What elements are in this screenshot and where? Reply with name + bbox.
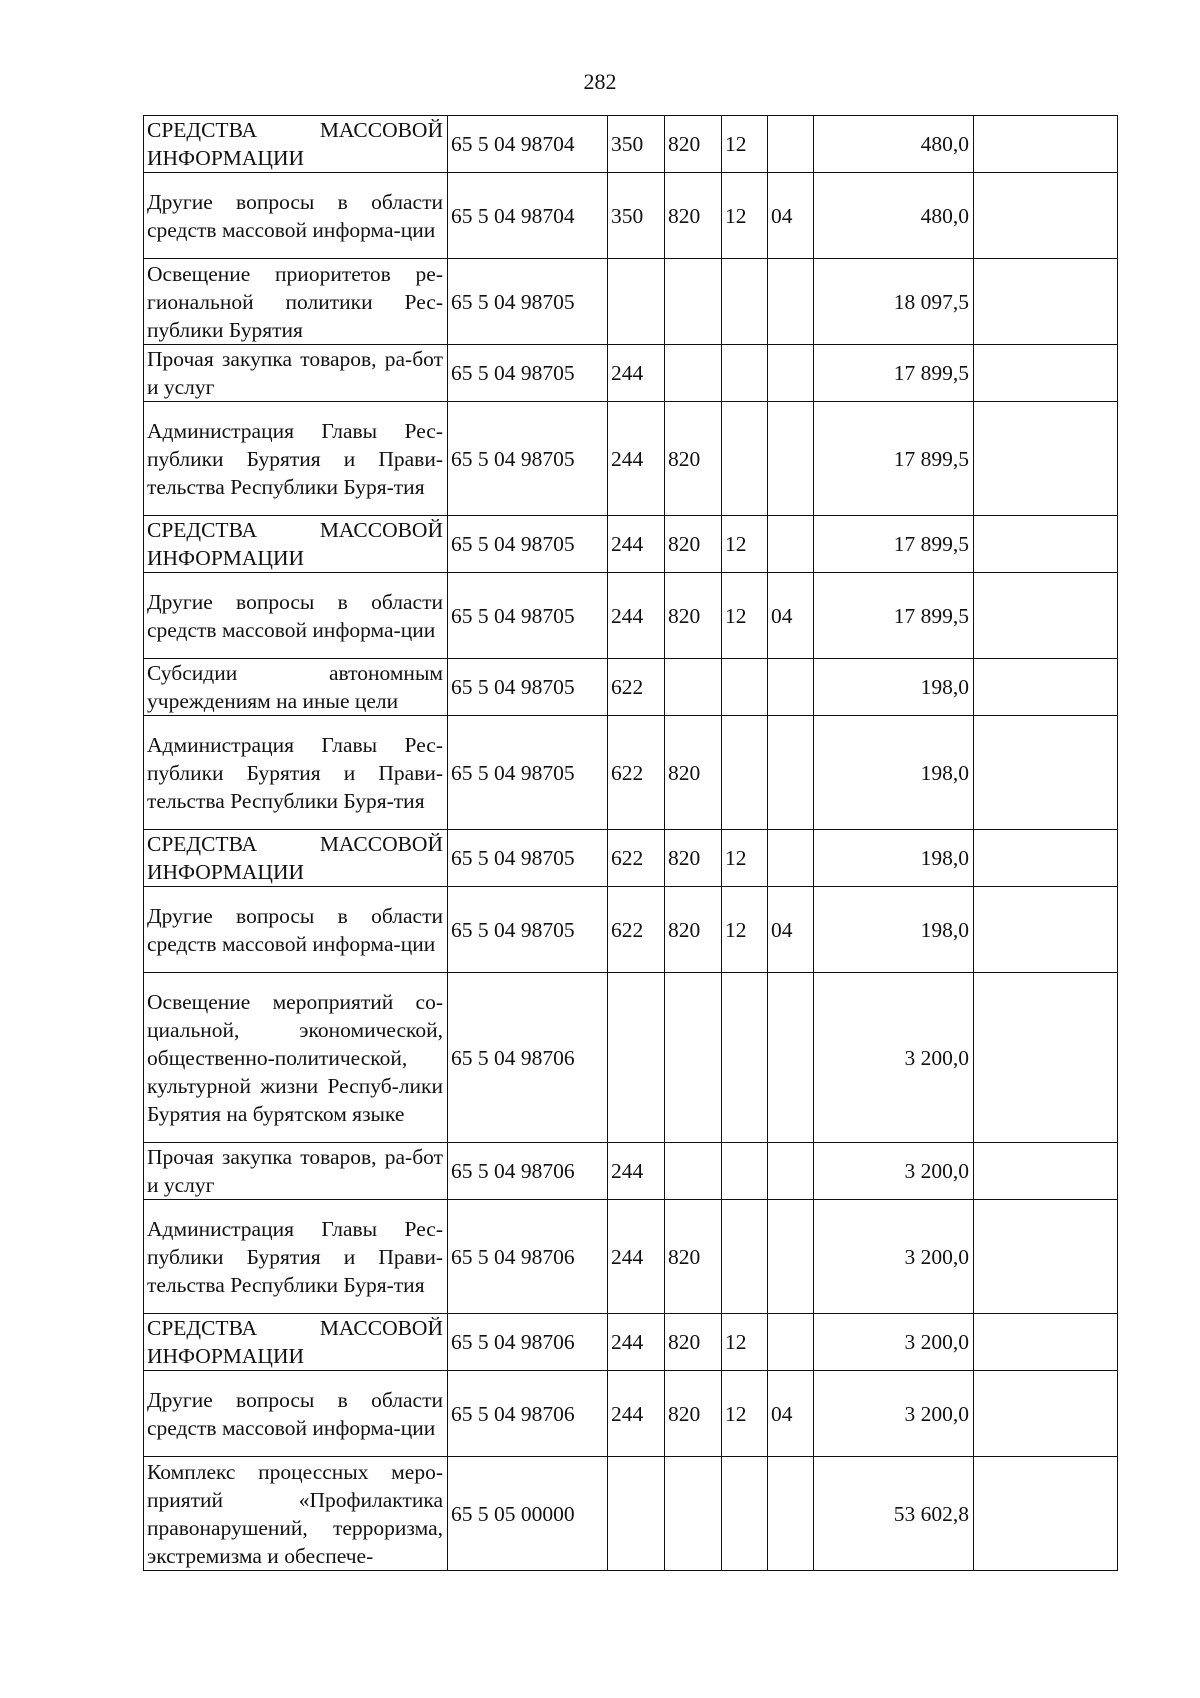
row-expense-type — [608, 1457, 665, 1571]
row-grbs — [665, 1457, 722, 1571]
row-target-code: 65 5 04 98705 — [448, 573, 608, 659]
row-grbs: 820 — [665, 887, 722, 973]
row-target-code: 65 5 04 98705 — [448, 259, 608, 345]
row-amount: 198,0 — [814, 659, 974, 716]
row-section — [722, 345, 768, 402]
table-row — [144, 716, 1118, 830]
row-empty-cell — [974, 1371, 1118, 1457]
row-amount: 17 899,5 — [814, 402, 974, 516]
row-amount: 3 200,0 — [814, 1371, 974, 1457]
row-name: СРЕДСТВА МАССОВОЙ ИНФОРМАЦИИ — [144, 1314, 448, 1371]
row-section: 12 — [722, 1314, 768, 1371]
row-target-code: 65 5 04 98706 — [448, 1143, 608, 1200]
row-section — [722, 259, 768, 345]
row-grbs — [665, 659, 722, 716]
row-section — [722, 1200, 768, 1314]
row-expense-type: 622 — [608, 830, 665, 887]
table-row — [144, 830, 1118, 887]
row-subsection: 04 — [768, 887, 814, 973]
row-section: 12 — [722, 887, 768, 973]
row-empty-cell — [974, 573, 1118, 659]
row-subsection — [768, 1314, 814, 1371]
row-expense-type: 244 — [608, 345, 665, 402]
row-grbs: 820 — [665, 1200, 722, 1314]
row-empty-cell — [974, 259, 1118, 345]
row-empty-cell — [974, 345, 1118, 402]
row-name: СРЕДСТВА МАССОВОЙ ИНФОРМАЦИИ — [144, 830, 448, 887]
row-target-code: 65 5 05 00000 — [448, 1457, 608, 1571]
row-expense-type: 622 — [608, 716, 665, 830]
row-section: 12 — [722, 516, 768, 573]
row-target-code: 65 5 04 98705 — [448, 402, 608, 516]
row-subsection — [768, 1457, 814, 1571]
row-subsection — [768, 345, 814, 402]
table-row — [144, 887, 1118, 973]
row-grbs: 820 — [665, 1314, 722, 1371]
row-grbs: 820 — [665, 830, 722, 887]
row-amount: 3 200,0 — [814, 1314, 974, 1371]
row-empty-cell — [974, 173, 1118, 259]
row-amount: 17 899,5 — [814, 345, 974, 402]
row-name: Администрация Главы Рес-публики Бурятия и Прави-тельства Республики Буря-тия — [144, 716, 448, 830]
row-target-code: 65 5 04 98705 — [448, 830, 608, 887]
table-row — [144, 259, 1118, 345]
row-grbs: 820 — [665, 116, 722, 173]
row-subsection — [768, 116, 814, 173]
row-empty-cell — [974, 402, 1118, 516]
table-row — [144, 1371, 1118, 1457]
row-empty-cell — [974, 830, 1118, 887]
row-target-code: 65 5 04 98705 — [448, 887, 608, 973]
row-subsection — [768, 402, 814, 516]
table-row — [144, 973, 1118, 1143]
row-name: Другие вопросы в области средств массовой информа-ции — [144, 173, 448, 259]
row-grbs: 820 — [665, 516, 722, 573]
row-section — [722, 1143, 768, 1200]
table-row — [144, 659, 1118, 716]
table-row — [144, 173, 1118, 259]
row-empty-cell — [974, 887, 1118, 973]
page-number: 282 — [583, 69, 617, 94]
row-grbs: 820 — [665, 573, 722, 659]
row-grbs: 820 — [665, 716, 722, 830]
row-section: 12 — [722, 173, 768, 259]
row-section: 12 — [722, 573, 768, 659]
row-section — [722, 973, 768, 1143]
row-expense-type: 244 — [608, 1314, 665, 1371]
row-empty-cell — [974, 116, 1118, 173]
row-amount: 17 899,5 — [814, 516, 974, 573]
row-empty-cell — [974, 1143, 1118, 1200]
row-expense-type: 244 — [608, 1143, 665, 1200]
row-expense-type — [608, 259, 665, 345]
row-grbs: 820 — [665, 1371, 722, 1457]
row-amount: 198,0 — [814, 887, 974, 973]
row-empty-cell — [974, 1457, 1118, 1571]
row-amount: 17 899,5 — [814, 573, 974, 659]
table-row — [144, 402, 1118, 516]
row-expense-type — [608, 973, 665, 1143]
row-empty-cell — [974, 659, 1118, 716]
row-subsection — [768, 1143, 814, 1200]
row-section — [722, 402, 768, 516]
table-row — [144, 345, 1118, 402]
row-amount: 198,0 — [814, 716, 974, 830]
row-name: Субсидии автономным учреждениям на иные цели — [144, 659, 448, 716]
row-name: Администрация Главы Рес-публики Бурятия и Прави-тельства Республики Буря-тия — [144, 402, 448, 516]
row-name: СРЕДСТВА МАССОВОЙ ИНФОРМАЦИИ — [144, 516, 448, 573]
row-target-code: 65 5 04 98706 — [448, 1200, 608, 1314]
row-section — [722, 659, 768, 716]
row-expense-type: 244 — [608, 516, 665, 573]
row-amount: 3 200,0 — [814, 1200, 974, 1314]
row-target-code: 65 5 04 98706 — [448, 1314, 608, 1371]
row-name: Прочая закупка товаров, ра-бот и услуг — [144, 345, 448, 402]
row-name: Прочая закупка товаров, ра-бот и услуг — [144, 1143, 448, 1200]
budget-table — [143, 115, 1118, 1571]
row-empty-cell — [974, 1314, 1118, 1371]
row-section: 12 — [722, 116, 768, 173]
row-name: Освещение приоритетов ре-гиональной политики Рес-публики Бурятия — [144, 259, 448, 345]
budget-table-body — [144, 116, 1118, 1571]
row-grbs — [665, 259, 722, 345]
row-target-code: 65 5 04 98704 — [448, 116, 608, 173]
row-amount: 3 200,0 — [814, 973, 974, 1143]
row-expense-type: 244 — [608, 402, 665, 516]
row-name: Другие вопросы в области средств массовой информа-ции — [144, 1371, 448, 1457]
row-amount: 18 097,5 — [814, 259, 974, 345]
table-row — [144, 1143, 1118, 1200]
row-section: 12 — [722, 1371, 768, 1457]
row-empty-cell — [974, 716, 1118, 830]
row-subsection — [768, 259, 814, 345]
row-subsection: 04 — [768, 173, 814, 259]
row-subsection: 04 — [768, 1371, 814, 1457]
row-subsection — [768, 716, 814, 830]
row-amount: 480,0 — [814, 173, 974, 259]
row-target-code: 65 5 04 98705 — [448, 716, 608, 830]
row-section — [722, 716, 768, 830]
row-grbs: 820 — [665, 173, 722, 259]
row-amount: 480,0 — [814, 116, 974, 173]
row-grbs — [665, 345, 722, 402]
row-expense-type: 622 — [608, 887, 665, 973]
row-target-code: 65 5 04 98704 — [448, 173, 608, 259]
row-subsection: 04 — [768, 573, 814, 659]
row-grbs — [665, 973, 722, 1143]
row-expense-type: 244 — [608, 1371, 665, 1457]
row-section: 12 — [722, 830, 768, 887]
row-target-code: 65 5 04 98705 — [448, 345, 608, 402]
row-name: Освещение мероприятий со-циальной, экономической, общественно-политической, культурной жизни Респуб-лики Бурятия на бурятском языке — [144, 973, 448, 1143]
row-subsection — [768, 659, 814, 716]
row-amount: 53 602,8 — [814, 1457, 974, 1571]
row-name: Другие вопросы в области средств массовой информа-ции — [144, 887, 448, 973]
row-subsection — [768, 1200, 814, 1314]
row-target-code: 65 5 04 98706 — [448, 973, 608, 1143]
row-empty-cell — [974, 1200, 1118, 1314]
row-target-code: 65 5 04 98705 — [448, 516, 608, 573]
row-expense-type: 350 — [608, 173, 665, 259]
table-row — [144, 516, 1118, 573]
row-empty-cell — [974, 516, 1118, 573]
row-expense-type: 622 — [608, 659, 665, 716]
row-expense-type: 350 — [608, 116, 665, 173]
table-row — [144, 1314, 1118, 1371]
row-name: Другие вопросы в области средств массовой информа-ции — [144, 573, 448, 659]
table-row — [144, 573, 1118, 659]
table-row — [144, 1457, 1118, 1571]
row-name: Комплекс процессных меро-приятий «Профилактика правонарушений, терроризма, экстремизма и обеспече- — [144, 1457, 448, 1571]
row-amount: 3 200,0 — [814, 1143, 974, 1200]
row-grbs: 820 — [665, 402, 722, 516]
row-subsection — [768, 973, 814, 1143]
row-expense-type: 244 — [608, 573, 665, 659]
table-row — [144, 116, 1118, 173]
row-name: СРЕДСТВА МАССОВОЙ ИНФОРМАЦИИ — [144, 116, 448, 173]
row-subsection — [768, 516, 814, 573]
table-row — [144, 1200, 1118, 1314]
row-amount: 198,0 — [814, 830, 974, 887]
row-empty-cell — [974, 973, 1118, 1143]
row-target-code: 65 5 04 98706 — [448, 1371, 608, 1457]
row-name: Администрация Главы Рес-публики Бурятия и Прави-тельства Республики Буря-тия — [144, 1200, 448, 1314]
row-section — [722, 1457, 768, 1571]
row-grbs — [665, 1143, 722, 1200]
row-expense-type: 244 — [608, 1200, 665, 1314]
row-target-code: 65 5 04 98705 — [448, 659, 608, 716]
row-subsection — [768, 830, 814, 887]
